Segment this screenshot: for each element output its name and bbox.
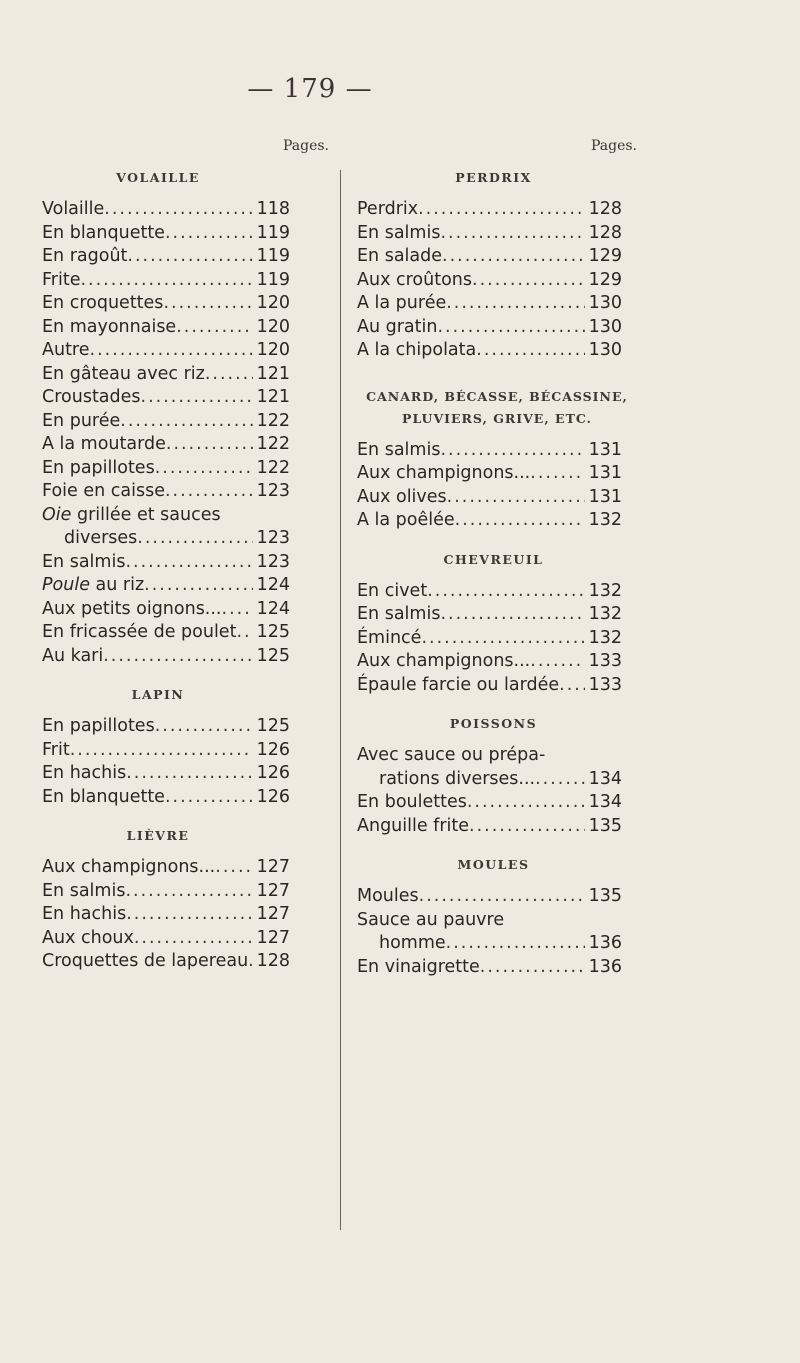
entry-label: Émincé xyxy=(357,627,422,648)
index-entry xyxy=(342,675,622,699)
index-entry xyxy=(42,599,290,623)
section-spacer xyxy=(342,698,667,706)
entry-label: En boulettes xyxy=(357,792,467,812)
section-title: POISSONS xyxy=(449,716,538,731)
entry-label: En papillotes xyxy=(42,457,155,478)
index-entry xyxy=(342,440,622,464)
entry-label: Aux petits oignons... xyxy=(42,598,222,619)
entry-page-number: 130 xyxy=(588,316,622,337)
entry-page-number: 128 xyxy=(588,222,622,243)
entry-label: Au gratin xyxy=(357,316,438,337)
left-column-body xyxy=(42,170,367,983)
entry-label: Épaule farcie ou lardée xyxy=(357,674,560,695)
entry-label: Perdrix xyxy=(357,199,419,219)
entry-label: Aux champignons... xyxy=(357,463,531,483)
entry-label: A la moutarde xyxy=(42,434,166,454)
section-spacer xyxy=(342,534,667,542)
entry-page-number: 136 xyxy=(588,956,622,977)
section-spacer xyxy=(42,669,367,677)
leader-dots xyxy=(120,411,252,431)
entry-label: En civet xyxy=(357,580,428,601)
leader-dots xyxy=(163,293,252,313)
entry-page-number: 130 xyxy=(588,340,622,360)
entry-label: En ragoût xyxy=(42,246,128,266)
leader-dots xyxy=(166,434,253,454)
index-entry xyxy=(342,957,622,981)
entry-label-continued: diverses xyxy=(64,528,138,548)
leader-dots xyxy=(125,881,252,901)
entry-label: En hachis xyxy=(42,763,127,783)
index-entry xyxy=(342,581,622,605)
entry-page-number: 121 xyxy=(256,363,290,384)
entry-page-number: 132 xyxy=(588,580,622,601)
leader-dots xyxy=(70,740,253,760)
index-entry xyxy=(42,340,290,364)
leader-dots xyxy=(236,622,252,642)
leader-dots xyxy=(440,604,584,624)
entry-label: En salmis xyxy=(42,880,126,901)
entry-page-number: 131 xyxy=(588,463,622,483)
leader-dots xyxy=(440,223,584,243)
index-entry xyxy=(42,763,290,787)
entry-label: Anguille frite xyxy=(357,815,470,836)
leader-dots xyxy=(126,763,252,783)
entry-page-number: 135 xyxy=(588,815,622,836)
index-entry xyxy=(42,528,290,552)
entry-label: Aux olives xyxy=(357,486,447,507)
entry-page-number: 122 xyxy=(256,410,290,431)
leader-dots xyxy=(467,792,585,812)
index-entry xyxy=(342,769,622,793)
section-title-line: PLUVIERS, GRIVE, ETC. xyxy=(402,410,592,426)
leader-dots xyxy=(155,716,253,736)
leader-dots xyxy=(222,599,253,619)
entry-label: Aux champignons... xyxy=(357,651,531,671)
entry-page-number: 124 xyxy=(256,575,290,595)
entry-page-number: 131 xyxy=(588,439,622,460)
entry-page-number: 119 xyxy=(256,269,290,290)
index-entry xyxy=(42,411,290,435)
entry-page-number: 123 xyxy=(256,481,290,501)
entry-page-number: 123 xyxy=(256,551,290,572)
entry-page-number: 119 xyxy=(256,246,290,266)
entry-page-number: 136 xyxy=(588,933,622,953)
leader-dots xyxy=(90,340,253,360)
entry-label: Frit xyxy=(42,739,70,760)
leader-dots xyxy=(141,387,253,407)
index-entry xyxy=(42,951,290,975)
leader-dots xyxy=(446,933,585,953)
entry-label: En blanquette xyxy=(42,222,165,243)
entry-page-number: 120 xyxy=(256,293,290,313)
section-title: LIÈVRE xyxy=(126,828,190,843)
leader-dots xyxy=(535,769,584,789)
index-entry xyxy=(42,646,290,670)
entry-label: Aux croûtons xyxy=(357,269,472,290)
index-entry xyxy=(42,293,290,317)
leader-dots xyxy=(530,463,584,483)
leader-dots xyxy=(137,528,252,548)
entry-label-continued: homme xyxy=(379,933,446,953)
leader-dots xyxy=(476,340,584,360)
entry-label: A la poêlée xyxy=(357,510,455,530)
entry-page-number: 128 xyxy=(256,951,290,971)
entry-page-number: 132 xyxy=(588,604,622,624)
leader-dots xyxy=(104,199,252,219)
entry-label: En salmis xyxy=(357,222,441,243)
entry-label: En blanquette xyxy=(42,786,165,807)
entry-page-number: 126 xyxy=(256,786,290,807)
entry-label: En salmis xyxy=(42,551,126,572)
leader-dots xyxy=(155,458,253,478)
entry-page-number: 132 xyxy=(588,510,622,530)
entry-page-number: 126 xyxy=(256,739,290,760)
index-entry xyxy=(342,223,622,247)
entry-label: En mayonnaise xyxy=(42,316,177,337)
index-entry xyxy=(342,816,622,840)
pages-column-label: Pages. xyxy=(590,138,637,154)
entry-label: Moules xyxy=(357,886,419,906)
entry-label: Croquettes de lapereau xyxy=(42,951,249,971)
index-entry xyxy=(342,199,622,223)
leader-dots xyxy=(165,787,253,807)
entry-label: Volaille xyxy=(42,199,105,219)
entry-page-number: 132 xyxy=(588,627,622,648)
section-spacer xyxy=(42,810,367,818)
leader-dots xyxy=(427,581,584,601)
index-entry-line xyxy=(342,910,622,934)
index-entry xyxy=(342,463,622,487)
index-entry xyxy=(342,604,622,628)
entry-label: En papillotes xyxy=(42,716,155,736)
leader-dots xyxy=(480,957,585,977)
entry-label: En hachis xyxy=(42,904,127,924)
leader-dots xyxy=(442,246,585,266)
index-entry xyxy=(342,792,622,816)
entry-page-number: 127 xyxy=(256,904,290,924)
entry-page-number: 129 xyxy=(588,269,622,290)
entry-label-rest: au riz xyxy=(89,575,145,595)
leader-dots xyxy=(126,904,252,924)
index-entry xyxy=(342,933,622,957)
entry-label: En vinaigrette xyxy=(357,956,480,977)
index-entry xyxy=(42,246,290,270)
leader-dots xyxy=(421,628,584,648)
entry-page-number: 120 xyxy=(256,316,290,337)
section-title: PERDRIX xyxy=(455,170,532,185)
entry-label: En salade xyxy=(357,246,443,266)
index-entry xyxy=(42,199,290,223)
entry-label-italic: Poule xyxy=(42,575,90,595)
leader-dots xyxy=(125,552,252,572)
index-entry xyxy=(42,387,290,411)
index-entry xyxy=(42,481,290,505)
entry-page-number: 119 xyxy=(256,222,290,243)
entry-page-number: 131 xyxy=(588,486,622,507)
entry-page-number: 134 xyxy=(588,792,622,812)
entry-label-italic: Oie xyxy=(42,504,72,525)
entry-label: Autre xyxy=(42,340,90,360)
entry-label xyxy=(42,575,144,595)
leader-dots xyxy=(215,857,252,877)
entry-page-number: 127 xyxy=(256,927,290,948)
index-entry xyxy=(342,270,622,294)
entry-label: En salmis xyxy=(357,604,441,624)
entry-label: Frite xyxy=(42,269,81,290)
entry-page-number: 127 xyxy=(256,857,290,877)
index-entry xyxy=(42,622,290,646)
page-number: — 179 — xyxy=(247,74,373,104)
entry-page-number: 126 xyxy=(256,763,290,783)
entry-label: Aux champignons... xyxy=(42,857,216,877)
leader-dots xyxy=(530,651,584,671)
section-title: VOLAILLE xyxy=(116,170,200,185)
entry-page-number: 118 xyxy=(256,199,290,219)
index-entry xyxy=(342,246,622,270)
entry-page-number: 122 xyxy=(256,457,290,478)
entry-label: A la purée xyxy=(357,293,447,313)
entry-label: Aux choux xyxy=(42,927,134,948)
leader-dots xyxy=(176,317,252,337)
index-entry xyxy=(342,340,622,364)
index-entry xyxy=(42,881,290,905)
index-entry xyxy=(42,787,290,811)
entry-label-continued: rations diverses... xyxy=(379,768,536,789)
entry-page-number: 128 xyxy=(588,199,622,219)
entry-page-number: 133 xyxy=(588,651,622,671)
entry-label: A la chipolata xyxy=(357,340,477,360)
entry-page-number: 122 xyxy=(256,434,290,454)
entry-page-number: 133 xyxy=(588,674,622,695)
leader-dots xyxy=(165,223,253,243)
index-entry-line xyxy=(42,505,290,529)
section-title: CHEVREUIL xyxy=(443,551,544,567)
leader-dots xyxy=(205,364,253,384)
leader-dots xyxy=(447,487,585,507)
section-title xyxy=(352,386,642,430)
entry-page-number: 134 xyxy=(588,768,622,789)
index-entry xyxy=(42,904,290,928)
entry-label: Au kari xyxy=(42,645,104,666)
index-entry xyxy=(42,458,290,482)
leader-dots xyxy=(144,575,252,595)
index-entry xyxy=(42,317,290,341)
leader-dots xyxy=(455,510,585,530)
index-entry xyxy=(42,364,290,388)
index-entry xyxy=(42,552,290,576)
section-title: LAPIN xyxy=(131,687,185,702)
entry-label: En purée xyxy=(42,410,121,431)
pages-column-label: Pages. xyxy=(282,138,329,154)
entry-page-number: 130 xyxy=(588,293,622,313)
index-entry xyxy=(342,317,622,341)
entry-page-number: 120 xyxy=(256,340,290,360)
leader-dots xyxy=(469,816,585,836)
entry-page-number: 123 xyxy=(256,528,290,548)
section-spacer xyxy=(342,980,667,988)
index-entry xyxy=(42,740,290,764)
entry-label: En salmis xyxy=(357,439,441,460)
index-entry-line xyxy=(342,745,622,769)
right-column xyxy=(342,138,667,988)
index-entry xyxy=(42,575,290,599)
index-entry xyxy=(342,628,622,652)
index-entry xyxy=(42,857,290,881)
leader-dots xyxy=(103,646,252,666)
entry-page-number: 125 xyxy=(256,645,290,666)
section-title: MOULES xyxy=(457,857,530,872)
leader-dots xyxy=(446,293,584,313)
leader-dots xyxy=(127,246,252,266)
leader-dots xyxy=(440,440,584,460)
entry-page-number: 125 xyxy=(256,622,290,642)
entry-page-number: 127 xyxy=(256,880,290,901)
entry-page-number: 125 xyxy=(256,716,290,736)
entry-label: Croustades xyxy=(42,387,141,407)
right-column-body xyxy=(342,170,667,988)
index-entry xyxy=(42,223,290,247)
leader-dots xyxy=(165,481,253,501)
index-entry xyxy=(342,886,622,910)
index-entry xyxy=(342,293,622,317)
entry-page-number: 124 xyxy=(256,598,290,619)
entry-page-number: 121 xyxy=(256,387,290,407)
index-entry xyxy=(42,716,290,740)
index-entry xyxy=(342,510,622,534)
section-spacer xyxy=(342,364,667,372)
entry-label: Sauce au pauvre xyxy=(357,909,505,930)
entry-label: En croquettes xyxy=(42,293,164,313)
section-spacer xyxy=(342,839,667,847)
index-entry xyxy=(342,651,622,675)
leader-dots xyxy=(559,675,584,695)
leader-dots xyxy=(419,886,585,906)
leader-dots xyxy=(134,928,253,948)
section-spacer xyxy=(42,975,367,983)
entry-label: grillée et sauces xyxy=(71,504,221,525)
index-entry xyxy=(42,434,290,458)
entry-label: En fricassée de poulet xyxy=(42,622,237,642)
entry-label: En gâteau avec riz xyxy=(42,363,205,384)
leader-dots xyxy=(418,199,584,219)
index-entry xyxy=(42,270,290,294)
leader-dots xyxy=(472,270,585,290)
index-entry xyxy=(342,487,622,511)
leader-dots xyxy=(80,270,252,290)
leader-dots xyxy=(437,317,584,337)
index-entry xyxy=(42,928,290,952)
entry-label: Foie en caisse xyxy=(42,481,165,501)
left-column xyxy=(42,138,367,983)
section-title-line: CANARD, BÉCASSE, BÉCASSINE, xyxy=(366,388,628,404)
entry-page-number: 129 xyxy=(588,246,622,266)
entry-page-number: 135 xyxy=(588,886,622,906)
entry-label: Avec sauce ou prépa- xyxy=(357,745,546,765)
